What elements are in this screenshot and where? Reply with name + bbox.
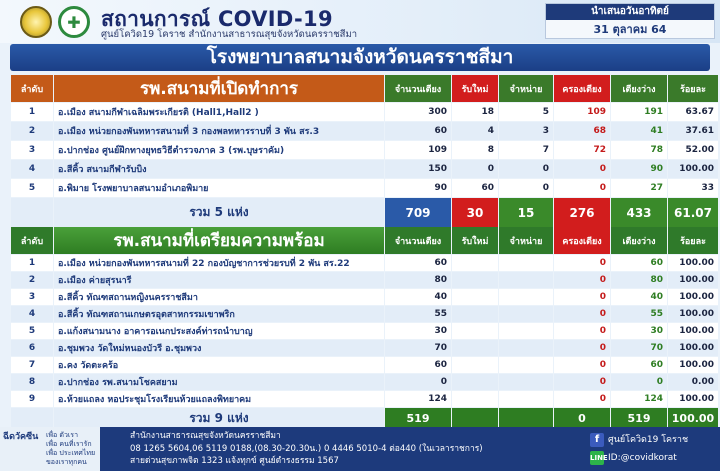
- col-discharged-2: จำหน่าย: [499, 227, 553, 254]
- row-occupied: 0: [554, 340, 610, 356]
- row-discharged: [499, 357, 553, 373]
- row-name: อ.เมือง ค่ายสุรนารี: [54, 272, 384, 288]
- row-name: อ.เมือง หน่วยกองพันทหารสนามที่ 22 กองบัญชาการช่วยรบที่ 2 พัน สร.22: [54, 255, 384, 271]
- row-free: 78: [611, 141, 667, 159]
- row-beds: 150: [385, 160, 451, 178]
- table-row: [11, 323, 718, 339]
- row-name: อ.เมือง หน่วยกองพันทหารสนามที่ 3 กองพลทหารราบที่ 3 พัน สร.3: [54, 122, 384, 140]
- row-beds: 300: [385, 103, 451, 121]
- total-blank-2: [11, 408, 53, 428]
- prep-total-free: 519: [611, 408, 667, 428]
- row-free: 27: [611, 179, 667, 197]
- row-name: อ.แก้งสนามนาง อาคารอเนกประสงค์ท่ารถนำบาญ: [54, 323, 384, 339]
- row-discharged: [499, 323, 553, 339]
- table-row: [11, 374, 718, 390]
- vaccine-campaign: [0, 427, 100, 471]
- row-beds: 124: [385, 391, 451, 407]
- row-no: 5: [11, 323, 53, 339]
- row-percent: 100.00: [668, 391, 718, 407]
- row-beds: 70: [385, 340, 451, 356]
- table-row: [11, 103, 718, 121]
- ministry-health-logo: ✚: [58, 6, 90, 38]
- row-name: อ.เมือง สนามกีฬาเฉลิมพระเกียรติ (Hall1,Hall2 ): [54, 103, 384, 121]
- slogan-line-3: เพื่อ ประเทศไทย: [46, 449, 96, 457]
- row-discharged: 0: [499, 160, 553, 178]
- row-beds: 80: [385, 272, 451, 288]
- row-new: [452, 255, 498, 271]
- slogan-line-1: เพื่อ ตัวเรา: [46, 431, 78, 439]
- row-free: 60: [611, 357, 667, 373]
- facebook-icon: f: [590, 433, 604, 447]
- row-percent: 100.00: [668, 323, 718, 339]
- col-new-2: รับใหม่: [452, 227, 498, 254]
- table-row: [11, 160, 718, 178]
- open-total-label: รวม 5 แห่ง: [54, 198, 384, 227]
- row-discharged: [499, 340, 553, 356]
- row-percent: 100.00: [668, 306, 718, 322]
- page-subtitle: ศูนย์โควิด19 โคราช สำนักงานสาธารณสุขจังหวัดนครราชสีมา: [101, 29, 358, 40]
- row-occupied: 109: [554, 103, 610, 121]
- row-occupied: 0: [554, 272, 610, 288]
- line-id-label: ID:@covidkorat: [608, 453, 677, 463]
- facebook-label: ศูนย์โควิด19 โคราช: [608, 435, 689, 445]
- row-free: 60: [611, 255, 667, 271]
- row-beds: 60: [385, 122, 451, 140]
- row-new: 60: [452, 179, 498, 197]
- row-discharged: [499, 306, 553, 322]
- row-percent: 63.67: [668, 103, 718, 121]
- row-occupied: 0: [554, 255, 610, 271]
- row-percent: 100.00: [668, 160, 718, 178]
- table-row: [11, 272, 718, 288]
- col-percent: ร้อยละ: [668, 75, 718, 102]
- row-name: อ.สีคิ้ว ทัณฑสถานเกษตรอุตสาหกรรมเขาพริก: [54, 306, 384, 322]
- table-row: [11, 255, 718, 271]
- row-percent: 0.00: [668, 374, 718, 390]
- row-occupied: 0: [554, 323, 610, 339]
- contact-org: สำนักงานสาธารณสุขจังหวัดนครราชสีมา: [130, 431, 281, 441]
- col-beds: จำนวนเตียง: [385, 75, 451, 102]
- row-percent: 33: [668, 179, 718, 197]
- row-no: 2: [11, 272, 53, 288]
- row-beds: 30: [385, 323, 451, 339]
- row-discharged: [499, 374, 553, 390]
- table-row: [11, 306, 718, 322]
- line-link[interactable]: [590, 449, 688, 467]
- col-new: รับใหม่: [452, 75, 498, 102]
- row-beds: 60: [385, 255, 451, 271]
- row-percent: 37.61: [668, 122, 718, 140]
- row-new: [452, 272, 498, 288]
- line-icon: LINE: [590, 451, 604, 465]
- row-name: อ.สีคิ้ว สนามกีฬารับบิง: [54, 160, 384, 178]
- contact-info: [130, 430, 483, 468]
- open-total-occupied: 276: [554, 198, 610, 227]
- contact-hotline: สายด่วนสุขภาพจิต 1323 แจ้งทุกข์ ศูนย์ดำรงธรรม 1567: [130, 456, 339, 466]
- row-no: 1: [11, 255, 53, 271]
- date-label: นำเสนอวันอาทิตย์: [546, 4, 714, 20]
- prep-hospitals-table: [10, 226, 719, 429]
- row-occupied: 0: [554, 289, 610, 305]
- table-row: [11, 122, 718, 140]
- prep-total-occupied: 0: [554, 408, 610, 428]
- row-discharged: 0: [499, 179, 553, 197]
- row-occupied: 0: [554, 391, 610, 407]
- prep-total-new: [452, 408, 498, 428]
- row-occupied: 0: [554, 357, 610, 373]
- row-beds: 40: [385, 289, 451, 305]
- row-name: อ.ห้วยแถลง หอประชุมโรงเรียนห้วยแถลงพิทยาคม: [54, 391, 384, 407]
- social-links: [590, 431, 688, 467]
- slogan-line-2: เพื่อ คนที่เรารัก: [46, 440, 92, 448]
- row-percent: 100.00: [668, 357, 718, 373]
- row-new: [452, 323, 498, 339]
- row-no: 4: [11, 306, 53, 322]
- row-occupied: 68: [554, 122, 610, 140]
- row-occupied: 0: [554, 160, 610, 178]
- row-beds: 55: [385, 306, 451, 322]
- row-name: อ.ปากช่อง ศูนย์ฝึกทางยุทธวิธีตำรวจภาค 3 (รพ.บุษราคัม): [54, 141, 384, 159]
- row-name: อ.สีคิ้ว ทัณฑสถานหญิงนครราชสีมา: [54, 289, 384, 305]
- row-no: 9: [11, 391, 53, 407]
- open-total-beds: 709: [385, 198, 451, 227]
- facebook-link[interactable]: [590, 431, 688, 449]
- row-name: อ.ปากช่อง รพ.สนามโชคสยาม: [54, 374, 384, 390]
- row-free: 41: [611, 122, 667, 140]
- table-row: [11, 179, 718, 197]
- row-discharged: 5: [499, 103, 553, 121]
- row-new: 4: [452, 122, 498, 140]
- col-free-2: เตียงว่าง: [611, 227, 667, 254]
- date-value: 31 ตุลาคม 64: [593, 23, 667, 36]
- row-no: 6: [11, 340, 53, 356]
- row-free: 40: [611, 289, 667, 305]
- row-free: 0: [611, 374, 667, 390]
- province-seal-logo: [20, 6, 52, 38]
- col-free: เตียงว่าง: [611, 75, 667, 102]
- row-free: 70: [611, 340, 667, 356]
- table-row: [11, 289, 718, 305]
- table-row: [11, 340, 718, 356]
- prep-total-row: [11, 408, 718, 428]
- table-row: [11, 141, 718, 159]
- vaccine-slogan: [46, 431, 95, 467]
- row-beds: 90: [385, 179, 451, 197]
- row-percent: 52.00: [668, 141, 718, 159]
- row-percent: 100.00: [668, 255, 718, 271]
- row-discharged: [499, 391, 553, 407]
- row-percent: 100.00: [668, 289, 718, 305]
- row-occupied: 0: [554, 306, 610, 322]
- page-title: สถานการณ์ COVID-19: [101, 7, 333, 31]
- col-no-2: ลำดับ: [11, 227, 53, 254]
- row-beds: 60: [385, 357, 451, 373]
- row-new: [452, 357, 498, 373]
- row-no: 8: [11, 374, 53, 390]
- row-occupied: 0: [554, 179, 610, 197]
- prep-section-title: รพ.สนามที่เตรียมความพร้อม: [54, 227, 384, 254]
- row-free: 191: [611, 103, 667, 121]
- open-section-title: รพ.สนามที่เปิดทำการ: [54, 75, 384, 102]
- total-blank: [11, 198, 53, 227]
- open-hospitals-table: [10, 74, 719, 228]
- row-new: [452, 374, 498, 390]
- row-new: [452, 306, 498, 322]
- row-name: อ.คง วัดตะคร้อ: [54, 357, 384, 373]
- row-new: 8: [452, 141, 498, 159]
- footer: [0, 427, 720, 471]
- row-no: 3: [11, 289, 53, 305]
- row-new: [452, 391, 498, 407]
- header: [0, 0, 720, 43]
- prep-total-label: รวม 9 แห่ง: [54, 408, 384, 428]
- row-percent: 100.00: [668, 340, 718, 356]
- row-free: 124: [611, 391, 667, 407]
- vaccine-badge: ฉีดวัคซีน: [3, 432, 39, 442]
- col-beds-2: จำนวนเตียง: [385, 227, 451, 254]
- open-total-percent: 61.07: [668, 198, 718, 227]
- row-discharged: [499, 272, 553, 288]
- row-occupied: 0: [554, 374, 610, 390]
- slogan-line-4: ของเราทุกคน: [46, 458, 87, 466]
- open-total-discharged: 15: [499, 198, 553, 227]
- col-discharged: จำหน่าย: [499, 75, 553, 102]
- row-discharged: [499, 289, 553, 305]
- row-no: 5: [11, 179, 53, 197]
- row-beds: 0: [385, 374, 451, 390]
- row-no: 4: [11, 160, 53, 178]
- row-free: 80: [611, 272, 667, 288]
- table-row: [11, 357, 718, 373]
- row-no: 3: [11, 141, 53, 159]
- row-new: [452, 340, 498, 356]
- row-name: อ.พิมาย โรงพยาบาลสนามอำเภอพิมาย: [54, 179, 384, 197]
- row-occupied: 72: [554, 141, 610, 159]
- prep-total-beds: 519: [385, 408, 451, 428]
- open-total-new: 30: [452, 198, 498, 227]
- row-new: 18: [452, 103, 498, 121]
- row-name: อ.ชุมพวง วัดใหม่หนองบัวรี อ.ชุมพวง: [54, 340, 384, 356]
- row-new: [452, 289, 498, 305]
- col-percent-2: ร้อยละ: [668, 227, 718, 254]
- row-no: 1: [11, 103, 53, 121]
- section-banner: โรงพยาบาลสนามจังหวัดนครราชสีมา: [10, 44, 710, 71]
- prep-total-discharged: [499, 408, 553, 428]
- table-row: [11, 391, 718, 407]
- row-new: 0: [452, 160, 498, 178]
- row-discharged: [499, 255, 553, 271]
- prep-total-percent: 100.00: [668, 408, 718, 428]
- row-no: 2: [11, 122, 53, 140]
- row-free: 30: [611, 323, 667, 339]
- date-box: [545, 3, 715, 39]
- row-free: 55: [611, 306, 667, 322]
- col-occupied-2: ครองเตียง: [554, 227, 610, 254]
- open-total-row: [11, 198, 718, 227]
- row-percent: 100.00: [668, 272, 718, 288]
- row-free: 90: [611, 160, 667, 178]
- row-discharged: 7: [499, 141, 553, 159]
- contact-phones: 08 1265 5604,06 5119 0188,(08.30-20.30น.) 0 4446 5010-4 ต่อ440 (ในเวลาราชการ): [130, 443, 483, 454]
- col-occupied: ครองเตียง: [554, 75, 610, 102]
- row-beds: 109: [385, 141, 451, 159]
- open-total-free: 433: [611, 198, 667, 227]
- row-no: 7: [11, 357, 53, 373]
- col-no: ลำดับ: [11, 75, 53, 102]
- row-discharged: 3: [499, 122, 553, 140]
